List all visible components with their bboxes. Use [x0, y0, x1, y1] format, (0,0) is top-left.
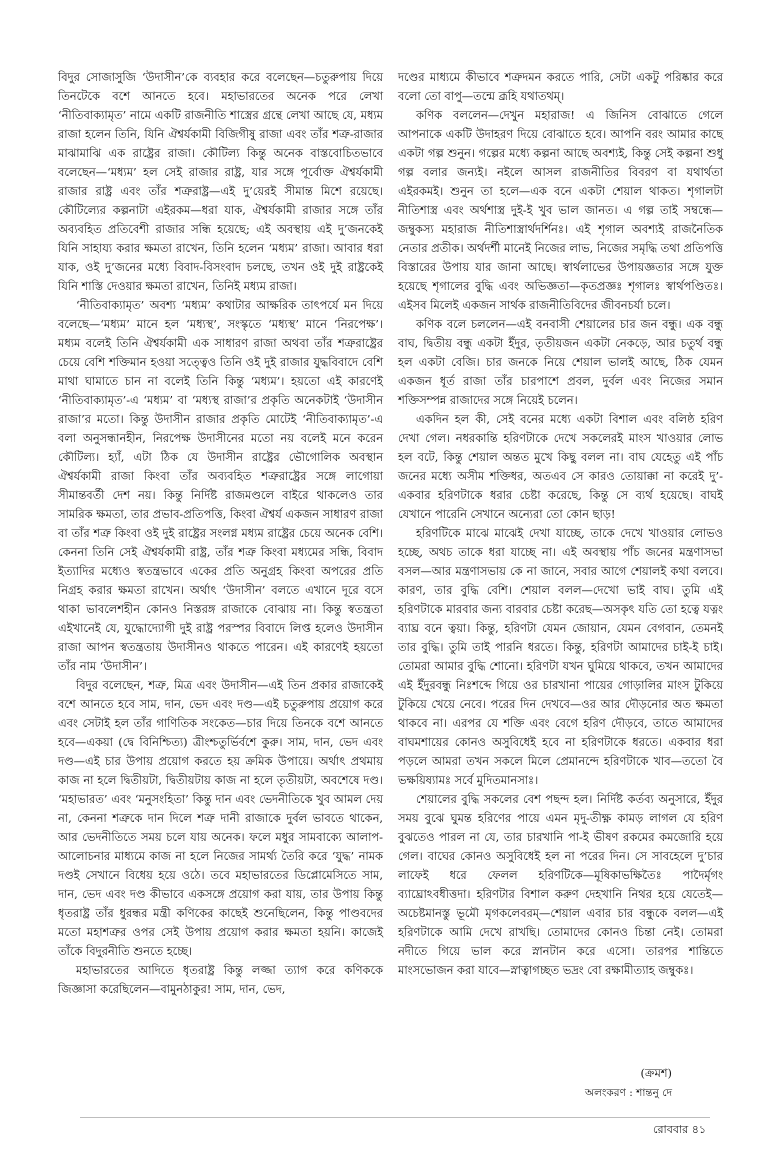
- paragraph: কণিক বলে চললেন—এই বনবাসী শেয়ালের চার জন বন্ধু। এক বন্ধু বাঘ, দ্বিতীয় বন্ধু একটা ইঁদুর, তৃতীয়জন একটা নেকড়ে, আর চতুর্থ বন্ধু হল একটা বেজি। চার জনকে নিয়ে শেয়াল ভালই আছে, ঠিক যেমন একজন ধূর্ত রাজা তাঁর চারপাশে প্রবল, দুর্বল এবং নিজের সমান শক্তিসম্পন্ন রাজাদের সঙ্গে নিয়েই চলেন।: [398, 317, 723, 407]
- paragraph: হরিণটিকে মাঝে মাঝেই দেখা যাচ্ছে, তাকে দেখে খাওয়ার লোভও হচ্ছে, অথচ তাকে ধরা যাচ্ছে না। এই অবস্থায় পাঁচ জনের মন্ত্রণাসভা বসল—আর মন্ত্রণাসভায় কে না জানে, সবার আগে শেয়ালই কথা বলবে। কারণ, তার বুদ্ধি বেশি। শেয়াল বলল—দেখো ভাই বাঘ। তুমি এই হরিণটাকে মারবার জন্য বারবার চেষ্টা করেছ—অসকৃৎ যতি তো হত্বে যত্নং ব্যাঘ্র বনে ত্বয়া। কিন্তু, হরিণটা যেমন জোয়ান, যেমন বেগবান, তেমনই তার বুদ্ধি। তুমি তাই পারনি ধরতে। কিন্তু, হরিণটা আমাদের চাই-ই চাই। তোমরা আমার বুদ্ধি শোনো। হরিণটা যখন ঘুমিয়ে থাকবে, তখন আমাদের এই ইঁদুরবন্ধু নিঃশব্দে গিয়ে ওর চারখানা পায়ের গোড়ালির মাংস টুকিয়ে টুকিয়ে খেয়ে নেবে। পরের দিন দেখবে—ওর আর দৌড়নোর অত ক্ষমতা থাকবে না। এরপর যে শক্তি এবং বেগে হরিণ দৌড়বে, তাতে আমাদের বাঘমশায়ের কোনও অসুবিধেই হবে না হরিণটাকে ধরতে। একবার ধরা পড়লে আমরা তখন সকলে মিলে প্রেমানন্দে হরিণটাকে খাব—ততো বৈ ভক্ষয়িষ্যামঃ সর্বে মুদিতমানসাঃ।: [398, 526, 723, 787]
- page-footer-label: রোববার ৪১: [653, 1123, 706, 1136]
- continued-label: (ক্রমশ): [640, 1066, 672, 1080]
- paragraph: ‘নীতিবাক্যামৃত’ অবশ্য ‘মধ্যম’ কথাটার আক্ষরিক তাৎপর্যে মন দিয়ে বলেছে—‘মধ্যম’ মানে হল ‘মধ্যস্থ’, সংস্কৃতে ‘মধ্যস্থ’ মানে ‘নিরপেক্ষ’। মধ্যম বলেই তিনি ঐশ্বর্যকামী এক সাধারণ রাজা অথবা তাঁর শত্রুরাষ্ট্রের চেয়ে বেশি শক্তিমান হওয়া সত্ত্বেও তিনি ওই দুই রাজার যুদ্ধবিবাদে বেশি মাথা ঘামাতে চান না বলেই তিনি কিন্তু ‘মধ্যম’। হয়তো এই কারণেই ‘নীতিবাক্যামৃত’-এ ‘মধ্যম’ বা ‘মধ্যস্থ রাজা’র প্রকৃতি অনেকটাই ‘উদাসীন রাজা’র মতো। কিন্তু উদাসীন রাজার প্রকৃতি মোটেই ‘নীতিবাক্যামৃত’-এ বলা অনুসন্ধানহীন, নিরপেক্ষ উদাসীনের মতো নয় বলেই মনে করেন কৌটিল্য। হ্যাঁ, এটা ঠিক যে উদাসীন রাষ্ট্রের ভৌগোলিক অবস্থান ঐশ্বর্যকামী রাজা কিংবা তাঁর অব্যবহিত শত্রুরাষ্ট্রের সঙ্গে লাগোয়া সীমান্তবর্তী দেশ নয়। কিন্তু নির্দিষ্ট রাজমণ্ডলে বাইরে থাকলেও তার সামরিক ক্ষমতা, তার প্রভাব-প্রতিপত্তি, কিংবা ঐশ্বর্য একজন সাধারণ রাজা বা তাঁর শত্রু কিংবা ওই দুই রাষ্ট্রের সংলগ্ন মধ্যম রাষ্ট্রের চেয়ে অনেক বেশি। কেননা তিনি সেই ঐশ্বর্যকামী রাষ্ট্র, তাঁর শত্রু কিংবা মধ্যমের সন্ধি, বিবাদ ইত্যাদির মধ্যেও স্বতন্ত্রভাবে একের প্রতি অনুগ্রহ কিংবা অপরের প্রতি নিগ্রহ করার ক্ষমতা রাখেন। অর্থাৎ ‘উদাসীন’ বলতে এখানে দূরে বসে থাকা ভাবলেশহীন কোনও নিস্তরঙ্গ রাজাকে বোঝায় না। কিন্তু স্বতন্ত্রতা এইখানেই যে, যুদ্ধোদ্যোগী দুই রাষ্ট্র পরস্পর বিবাদে লিপ্ত হলেও উদাসীন রাজা আপন স্বতন্ত্রতায় উদাসীনও থাকতে পারেন। এই কারণেই হয়তো তাঁর নাম ‘উদাসীন’।: [58, 298, 383, 673]
- paragraph: মহাভারতের আদিতে ধৃতরাষ্ট্র কিন্তু লজ্জা ত্যাগ করে কণিককে জিজ্ঞাসা করেছিলেন—বামুনঠাকুর! সাম, দান, ভেদ,: [58, 963, 383, 996]
- footer-divider: [80, 1117, 710, 1118]
- left-column: [58, 68, 383, 999]
- right-column: [398, 68, 723, 980]
- illustration-credit: অলংকরণ : শান্তনু দে: [585, 1087, 672, 1099]
- paragraph: দণ্ডের মাধ্যমে কীভাবে শত্রুদমন করতে পারি, সেটা একটু পরিষ্কার করে বলো তো বাপু—তন্মে ব্রূহি যথাতথম্।: [398, 70, 723, 103]
- paragraph: বিদুর বলেছেন, শত্রু, মিত্র এবং উদাসীন—এই তিন প্রকার রাজাকেই বশে আনতে হবে সাম, দান, ভেদ এবং দণ্ড—এই চতুরুপায় প্রয়োগ করে এবং সেটাই হল তাঁর গাণিতিক সংকেত—চার দিয়ে তিনকে বশে আনতে হবে—একয়া (দ্বে বিনিশ্চিত্য) ত্রীংশ্চতুর্ভির্বশে কুরু। সাম, দান, ভেদ এবং দণ্ড—এই চার উপায় প্রয়োগ করতে হয় ক্রমিক উপায়ে। অর্থাৎ প্রথমায় কাজ না হলে দ্বিতীয়টা, দ্বিতীয়টায় কাজ না হলে তৃতীয়টা, অবশেষে দণ্ড। ‘মহাভারত’ এবং ‘মনুসংহিতা’ কিন্তু দান এবং ভেদনীতিকে খুব আমল দেয় না, কেননা শত্রুকে দান দিলে শত্রু দানী রাজাকে দুর্বল ভাবতে থাকেন, আর ভেদনীতিতে সময় চলে যায় অনেক। ফলে মধুর সামবাক্যে আলাপ-আলোচনার মাধ্যমে কাজ না হলে নিজের সামর্থ্য তৈরি করে ‘যুদ্ধ’ নামক দণ্ডই সেখানে বিধেয় হয়ে ওঠে। তবে মহাভারতের ডিপ্লোমেসিতে সাম, দান, ভেদ এবং দণ্ড কীভাবে একসঙ্গে প্রয়োগ করা যায়, তার উপায় কিন্তু ধৃতরাষ্ট্র তাঁর ধুরন্ধর মন্ত্রী কণিকের কাছেই শুনেছিলেন, কিন্তু পাণ্ডবদের মতো মহাশত্রুর ওপর সেই উপায় প্রয়োগ করার ক্ষমতা হয়নি। কাজেই তাঁকে বিদুরনীতি শুনতে হচ্ছে।: [58, 678, 383, 958]
- paragraph: শেয়ালের বুদ্ধি সকলের বেশ পছন্দ হল। নির্দিষ্ট কর্তব্য অনুসারে, ইঁদুর সময় বুঝে ঘুমন্ত হরিণের পায়ে এমন মৃদু-তীক্ষ্ণ কামড় লাগল যে হরিণ বুঝতেও পারল না যে, তার চারখানি পা-ই ভীষণ রকমের কমজোরি হয়ে গেল। বাঘের কোনও অসুবিধেই হল না পরের দিন। সে সাবহেলে দু’চার লাফেই ধরে ফেলল হরিণটিকে—মূষিকাভক্ষিতৈঃ পাদৈর্মৃগং ব্যাঘ্রোঽবধীত্তদা। হরিণটার বিশাল করুণ দেহখানি নিথর হয়ে যেতেই—অচেষ্টমানস্তু ভূমৌ মৃগকলেবরম্—শেয়াল এবার চার বন্ধুকে বলল—এই হরিণটাকে আমি দেখে রাখছি। তোমাদের কোনও চিন্তা নেই। তোমরা নদীতে গিয়ে ভাল করে স্নানটান করে এসো। তারপর শান্তিতে মাংসভোজন করা যাবে—স্নাত্বাগচ্ছত ভদ্রং বো রক্ষামীত্যাহ জম্বুকঃ।: [398, 792, 723, 977]
- paragraph: কণিক বললেন—দেখুন মহারাজ! এ জিনিস বোঝাতে গেলে আপনাকে একটি উদাহরণ দিয়ে বোঝাতে হবে। আপনি বরং আমার কাছে একটা গল্প শুনুন। গল্পের মধ্যে কল্পনা আছে অবশ্যই, কিন্তু সেই কল্পনা শুধু গল্প বলার জন্যই। নইলে আসল রাজনীতির বিবরণ বা যথার্থতা এইরকমই। শুনুন তা হলে—এক বনে একটা শেয়াল থাকত। শৃগালটা নীতিশাস্ত্র এবং অর্থশাস্ত্র দুই-ই খুব ভাল জানত। এ গল্প তাই সম্বন্ধে—জম্বুকস্য মহারাজ নীতিশাস্ত্রার্থদর্শিনঃ। এই শৃগাল অবশ্যই রাজনৈতিক নেতার প্রতীক। অর্থদর্শী মানেই নিজের লাভ, নিজের সমৃদ্ধি তথা প্রতিপত্তি বিস্তারের উপায় যার জানা আছে। স্বার্থলাভের উপায়জ্ঞতার সঙ্গে যুক্ত হয়েছে শৃগালের বুদ্ধি এবং অভিজ্ঞতা—কৃতপ্রজ্ঞঃ শৃগালঃ স্বার্থপণ্ডিতঃ। এইসব মিলেই একজন সার্থক রাজনীতিবিদের জীবনচর্যা চলে।: [398, 108, 723, 312]
- paragraph: বিদুর সোজাসুজি ‘উদাসীন’কে ব্যবহার করে বলেছেন—চতুরুপায় দিয়ে তিনটেকে বশে আনতে হবে। মহাভারতের অনেক পরে লেখা ‘নীতিবাক্যামৃত’ নামে একটি রাজনীতি শাস্ত্রের গ্রন্থে লেখা আছে যে, মধ্যম রাজা হলেন তিনি, যিনি ঐশ্বর্যকামী বিজিগীষু রাজা এবং তাঁর শত্রু-রাজার মাঝামাঝি এক রাষ্ট্রের রাজা। কৌটিল্য কিন্তু অনেক বাস্তবোচিতভাবে বলেছেন—‘মধ্যম’ হল সেই রাজার রাষ্ট্র, যার সঙ্গে পূর্বোক্ত ঐশ্বর্যকামী রাজার রাষ্ট্র এবং তাঁর শত্রুরাষ্ট্র—এই দু’য়েরই সীমান্ত মিশে রয়েছে। কৌটিল্যের কল্পনাটা এইরকম—ধরা যাক, ঐশ্বর্যকামী রাজার সঙ্গে তাঁর অব্যবহিত প্রতিবেশী রাজার সন্ধি হয়েছে; এই অবস্থায় এই দু’জনকেই যিনি সাহায্য করার ক্ষমতা রাখেন, তিনি হলেন ‘মধ্যম’ রাজা। আবার ধরা যাক, ওই দু’জনের মধ্যে বিবাদ-বিসংবাদ চলছে, তখন ওই দুই রাষ্ট্রকেই যিনি শাস্তি দেওয়ার ক্ষমতা রাখেন, তিনিই মধ্যম রাজা।: [58, 70, 383, 293]
- paragraph: একদিন হল কী, সেই বনের মধ্যে একটা বিশাল এবং বলিষ্ঠ হরিণ দেখা গেল। নধরকান্তি হরিণটাকে দেখে সকলেরই মাংস খাওয়ার লোভ হল বটে, কিন্তু শেয়াল অন্তত মুখে কিছু বলল না। বাঘ যেহেতু এই পাঁচ জনের মধ্যে অসীম শক্তিধর, অতএব সে কারও তোয়াক্কা না করেই দু’-একবার হরিণটাকে ধরার চেষ্টা করেছে, কিন্তু সে ব্যর্থ হয়েছে। বাঘই যেখানে পারেনি সেখানে অন্যেরা তো কোন ছাড়!: [398, 412, 723, 521]
